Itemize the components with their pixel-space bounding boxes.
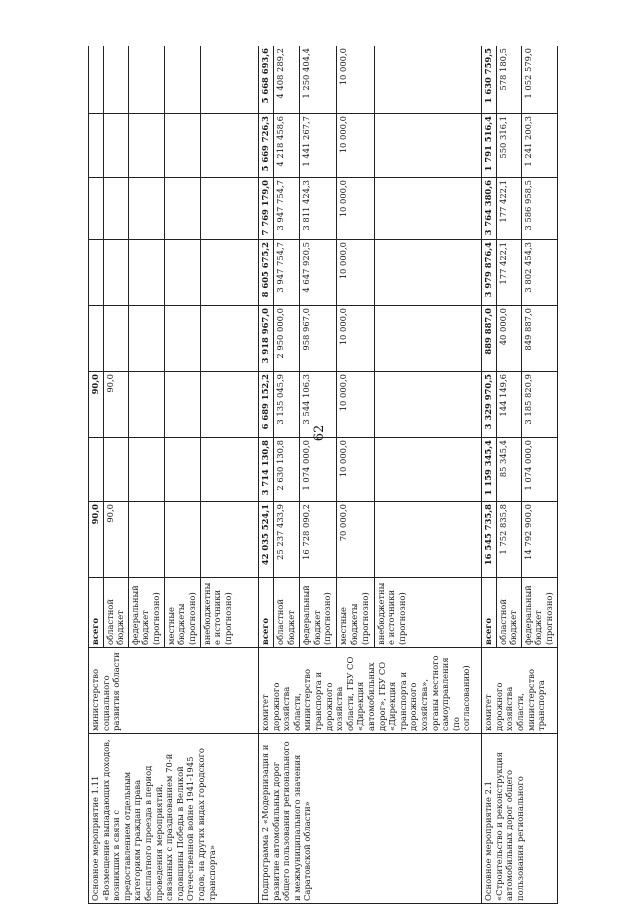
value-cell <box>103 438 128 502</box>
source-cell: местные бюджеты (прогнозно) <box>337 578 374 648</box>
value-cell: 6 689 152,2 <box>259 372 274 438</box>
value-cell: 1 441 267,7 <box>300 114 337 178</box>
value-cell: 10 000,0 <box>337 438 374 502</box>
source-cell: внебюджетные источники (прогнозно) <box>200 578 258 648</box>
value-cell: 85 345,4 <box>496 438 521 502</box>
source-cell: федеральный бюджет (прогнозно) <box>521 578 557 648</box>
executor-cell: комитет дорожного хозяйства области, министерство транспорта и дорожного хозяйства области, ГБУ СО «Дирекция автомобильных дорог», ГБУ СО «Дирекция транспорта и дорожного хозяйства», органы местного самоуправления (по согласованию) <box>259 648 482 734</box>
value-cell <box>164 438 200 502</box>
value-cell <box>103 178 128 240</box>
value-cell: 3 544 106,3 <box>300 372 337 438</box>
value-cell: 5 668 693,6 <box>259 46 274 114</box>
source-cell: всего <box>259 578 274 648</box>
value-cell <box>164 240 200 306</box>
section-name-cell: Основное мероприятие 1.11 «Возмещение выпадающих доходов, возникших в связи с предоставлением отдельным категориям граждан права бесплатного проезда в период проведения мероприятий, связанных с празднованием 70-й годовщины Победы в Великой Отечественной войне 1941-1945 годов, на других видах городского транспорта» <box>89 734 259 904</box>
value-cell <box>164 178 200 240</box>
value-cell: 3 764 380,6 <box>482 178 497 240</box>
value-cell: 578 180,5 <box>496 46 521 114</box>
value-cell <box>200 438 258 502</box>
value-cell <box>89 46 104 114</box>
value-cell: 144 149,6 <box>496 372 521 438</box>
value-cell: 90,0 <box>103 372 128 438</box>
page-number: 62 <box>312 424 327 442</box>
value-cell <box>374 114 481 178</box>
value-cell <box>374 178 481 240</box>
value-cell: 177 422,1 <box>496 240 521 306</box>
value-cell: 70 000,0 <box>337 502 374 578</box>
sheet <box>88 46 558 904</box>
source-cell: местные бюджеты (прогнозно) <box>164 578 200 648</box>
value-cell: 1 074 000,0 <box>300 438 337 502</box>
source-cell: областной бюджет <box>103 578 128 648</box>
value-cell <box>128 178 164 240</box>
source-cell: федеральный бюджет (прогнозно) <box>128 578 164 648</box>
value-cell: 2 630 130,8 <box>274 438 300 502</box>
value-cell: 90,0 <box>89 502 104 578</box>
value-cell <box>103 240 128 306</box>
value-cell <box>374 306 481 372</box>
value-cell <box>200 240 258 306</box>
value-cell: 3 918 967,0 <box>259 306 274 372</box>
value-cell <box>164 502 200 578</box>
value-cell: 550 316,1 <box>496 114 521 178</box>
value-cell: 1 630 759,5 <box>482 46 497 114</box>
value-cell: 3 185 820,9 <box>521 372 557 438</box>
value-cell: 1 752 835,8 <box>496 502 521 578</box>
value-cell: 40 000,0 <box>496 306 521 372</box>
value-cell <box>103 306 128 372</box>
value-cell: 1 052 579,0 <box>521 46 557 114</box>
value-cell <box>128 438 164 502</box>
value-cell: 3 135 045,9 <box>274 372 300 438</box>
value-cell <box>164 46 200 114</box>
value-cell: 3 802 454,3 <box>521 240 557 306</box>
value-cell <box>374 502 481 578</box>
section-name-cell: Основное мероприятие 2.1 «Строительство и реконструкция автомобильных дорог общего пользования регионального <box>482 734 558 904</box>
value-cell: 14 792 900,0 <box>521 502 557 578</box>
value-cell <box>374 438 481 502</box>
value-cell <box>200 46 258 114</box>
value-cell: 849 887,0 <box>521 306 557 372</box>
source-cell: внебюджетные источники (прогнозно) <box>374 578 481 648</box>
value-cell: 958 967,0 <box>300 306 337 372</box>
value-cell: 10 000,0 <box>337 372 374 438</box>
table-row <box>482 46 497 904</box>
value-cell: 1 159 345,4 <box>482 438 497 502</box>
source-cell: всего <box>89 578 104 648</box>
table-row <box>259 46 274 904</box>
source-cell: областной бюджет <box>496 578 521 648</box>
value-cell <box>374 372 481 438</box>
value-cell: 16 545 735,8 <box>482 502 497 578</box>
value-cell: 7 769 179,0 <box>259 178 274 240</box>
value-cell: 10 000,0 <box>337 114 374 178</box>
value-cell <box>128 240 164 306</box>
value-cell <box>89 240 104 306</box>
value-cell <box>200 178 258 240</box>
value-cell: 2 950 000,0 <box>274 306 300 372</box>
value-cell: 90,0 <box>103 502 128 578</box>
value-cell <box>103 46 128 114</box>
value-cell <box>89 306 104 372</box>
source-cell: федеральный бюджет (прогнозно) <box>300 578 337 648</box>
value-cell <box>128 306 164 372</box>
value-cell <box>164 306 200 372</box>
value-cell <box>200 306 258 372</box>
value-cell <box>128 46 164 114</box>
value-cell <box>200 502 258 578</box>
table-body <box>89 46 558 904</box>
value-cell: 4 408 289,2 <box>274 46 300 114</box>
value-cell <box>374 240 481 306</box>
value-cell: 16 728 090,2 <box>300 502 337 578</box>
value-cell <box>128 372 164 438</box>
value-cell: 3 979 876,4 <box>482 240 497 306</box>
value-cell: 42 035 524,1 <box>259 502 274 578</box>
value-cell: 3 714 130,8 <box>259 438 274 502</box>
value-cell: 177 422,1 <box>496 178 521 240</box>
executor-cell: министерство социального развития области <box>89 648 259 734</box>
source-cell: всего <box>482 578 497 648</box>
value-cell: 4 218 458,6 <box>274 114 300 178</box>
value-cell <box>89 178 104 240</box>
value-cell: 8 605 675,2 <box>259 240 274 306</box>
value-cell: 10 000,0 <box>337 46 374 114</box>
value-cell <box>128 502 164 578</box>
value-cell: 3 947 754,7 <box>274 240 300 306</box>
budget-table <box>88 46 558 904</box>
value-cell: 90,0 <box>89 372 104 438</box>
value-cell: 10 000,0 <box>337 240 374 306</box>
value-cell: 889 887,0 <box>482 306 497 372</box>
executor-cell: комитет дорожного хозяйства области, министерство транспорта <box>482 648 558 734</box>
value-cell: 1 074 000,0 <box>521 438 557 502</box>
section-name-cell: Подпрограмма 2 «Модернизация и развитие автомобильных дорог общего пользования регионального и межмуниципального значения Саратовской области» <box>259 734 482 904</box>
value-cell: 25 237 433,9 <box>274 502 300 578</box>
value-cell: 3 811 424,3 <box>300 178 337 240</box>
value-cell: 5 669 726,3 <box>259 114 274 178</box>
value-cell: 1 791 516,4 <box>482 114 497 178</box>
value-cell: 3 947 754,7 <box>274 178 300 240</box>
value-cell <box>374 46 481 114</box>
value-cell <box>200 114 258 178</box>
value-cell: 1 250 404,4 <box>300 46 337 114</box>
value-cell: 4 647 920,5 <box>300 240 337 306</box>
value-cell <box>89 114 104 178</box>
source-cell: областной бюджет <box>274 578 300 648</box>
value-cell: 10 000,0 <box>337 178 374 240</box>
value-cell <box>164 114 200 178</box>
value-cell: 10 000,0 <box>337 306 374 372</box>
value-cell: 3 329 970,5 <box>482 372 497 438</box>
table-row <box>89 46 104 904</box>
value-cell <box>128 114 164 178</box>
table-viewport <box>88 46 558 904</box>
value-cell: 3 586 958,5 <box>521 178 557 240</box>
value-cell: 1 241 200,3 <box>521 114 557 178</box>
value-cell <box>200 372 258 438</box>
value-cell <box>164 372 200 438</box>
value-cell <box>103 114 128 178</box>
value-cell <box>89 438 104 502</box>
